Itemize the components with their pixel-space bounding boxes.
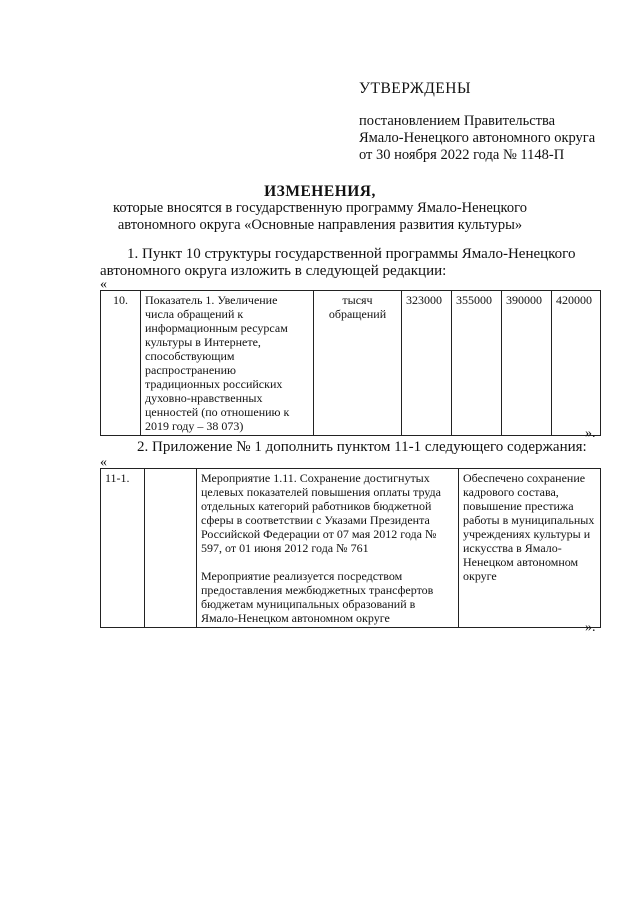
indicator-value: 355000 bbox=[452, 291, 502, 436]
section1-quote-open: « bbox=[100, 277, 107, 292]
section1-quote-close: ». bbox=[585, 426, 596, 441]
measure-paragraph-2: Мероприятие реализуется посредством предоставления межбюджетных трансфертов бюджетам муниципальных образований в Ямало-Ненецком автономном округе bbox=[201, 569, 434, 625]
document-subtitle-line-1: которые вносятся в государственную программу Ямало-Ненецкого bbox=[113, 200, 527, 216]
approval-title: УТВЕРЖДЕНЫ bbox=[359, 80, 471, 97]
indicator-value: 420000 bbox=[552, 291, 601, 436]
indicator-name: Показатель 1. Увеличение числа обращений к информационным ресурсам культуры в Интернете, способствующим распространению традиционных российских духовно-нравственных ценностей (по отношению к 2019 году – 38 073) bbox=[141, 291, 314, 436]
row-number: 10. bbox=[101, 291, 141, 436]
unit-of-measure: тысяч обращений bbox=[314, 291, 402, 436]
document-subtitle-line-2: автономного округа «Основные направления развития культуры» bbox=[117, 217, 523, 233]
section1-paragraph-line-1: 1. Пункт 10 структуры государственной программы Ямало-Ненецкого bbox=[127, 246, 576, 262]
row-number: 11-1. bbox=[101, 469, 145, 628]
table-row bbox=[101, 469, 601, 628]
section1-paragraph-line-2: автономного округа изложить в следующей редакции: bbox=[100, 263, 447, 279]
table-row bbox=[101, 291, 601, 436]
approval-line-3: от 30 ноября 2022 года № 1148-П bbox=[359, 147, 565, 163]
expected-result: Обеспечено сохранение кадрового состава, повышение престижа работы в муниципальных учреждениях культуры и искусства в Ямало-Ненецком автономном округе bbox=[459, 469, 601, 628]
indicator-value: 323000 bbox=[402, 291, 452, 436]
measure-paragraph-1: Мероприятие 1.11. Сохранение достигнутых целевых показателей повышения оплаты труда отдельных категорий работников бюджетной сферы в соответствии с Указами Президента Российской Федерации от 07 мая 2012 года № 597, от 01 июня 2012 года № 761 bbox=[201, 471, 441, 555]
approval-line-2: Ямало-Ненецкого автономного округа bbox=[359, 130, 596, 146]
measure-description bbox=[197, 469, 459, 628]
section2-paragraph: 2. Приложение № 1 дополнить пунктом 11-1 следующего содержания: bbox=[137, 439, 587, 455]
measure-table bbox=[100, 468, 601, 628]
document-title: ИЗМЕНЕНИЯ, bbox=[264, 183, 376, 200]
empty-cell bbox=[145, 469, 197, 628]
indicator-value: 390000 bbox=[502, 291, 552, 436]
section2-quote-close: ». bbox=[585, 620, 596, 635]
indicator-table bbox=[100, 290, 601, 436]
section2-quote-open: « bbox=[100, 455, 107, 470]
approval-line-1: постановлением Правительства bbox=[359, 113, 556, 129]
